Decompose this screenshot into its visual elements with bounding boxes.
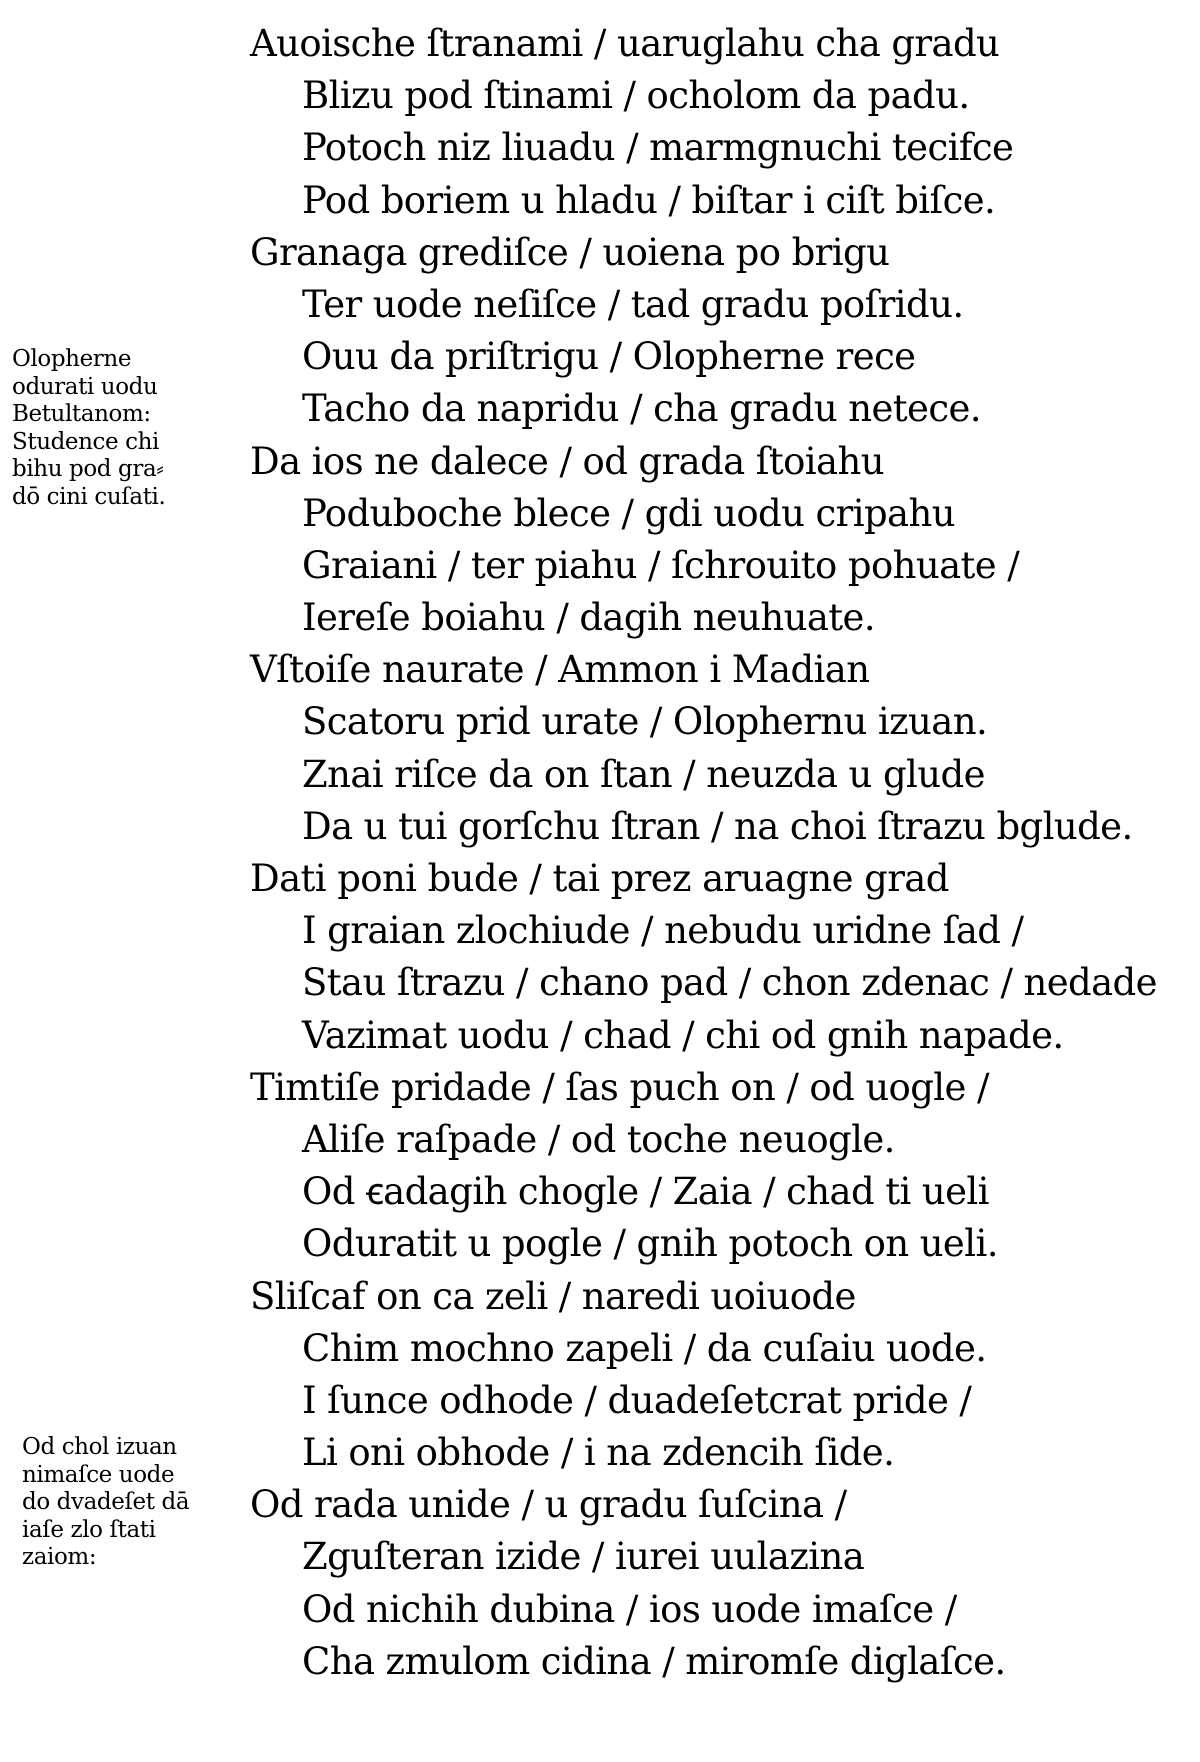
verse-line: Od rada unide / u gradu ſuſcina / [250,1483,847,1527]
margin-note-izuan [22,1434,189,1572]
verse-line: Sliſcaf on ca zeli / naredi uoiuode [250,1274,856,1318]
verse-line: Pod boriem u hladu / biſtar i ciſt biſce. [302,178,996,222]
verse-line: I graian zlochiude / nebudu uridne ſad / [302,909,1024,953]
verse-line: Graiani / ter piahu / ſchrouito pohuate / [302,543,1020,587]
verse-line: Auoische ſtranami / uaruglahu cha gradu [250,22,1000,65]
verse-line: Stau ſtrazu / chano pad / chon zdenac / nedade [302,961,1157,1005]
verse-line: Granaga grediſce / uoiena po brigu [250,230,890,274]
verse-line: I ſunce odhode / duadeſetcrat pride / [302,1378,972,1422]
margin-note-line: nimaſce uode [22,1461,175,1488]
verse-line: Vſtoiſe naurate / Ammon i Madian [250,648,870,692]
margin-note-line: odurati uodu [12,373,158,400]
verse-line: Aliſe raſpade / od toche neuogle. [302,1117,895,1161]
verse-line: Poduboche blece / gdi uodu cripahu [302,491,955,535]
margin-note-line: Olopherne [12,346,132,372]
margin-note-line: bihu pod gra⸗ [12,456,164,482]
verse-line: Blizu pod ſtinami / ocholom da padu. [302,74,970,118]
verse-line: Znai riſce da on ſtan / neuzda u glude [302,752,985,796]
verse-line: Da ios ne dalece / od grada ſtoiahu [250,439,884,483]
verse-line: Li oni obhode / i na zdencih ſide. [302,1431,895,1475]
margin-note-line: do dvadeſet dā [22,1489,190,1515]
verse-line: Tacho da napridu / cha gradu netece. [302,387,981,431]
verse-line: Potoch niz liuadu / marmgnuchi tecifce [302,126,1014,170]
verse-line: Cha zmulom cidina / miromſe diglaſce. [302,1639,1006,1683]
verse-line: Timtiſe pridade / ſas puch on / od uogle / [250,1065,989,1109]
margin-note-line: iaſe zlo ſtati [22,1516,156,1543]
margin-note-line: zaiom: [22,1544,97,1570]
verse-line: Chim mochno zapeli / da cuſaiu uode. [302,1326,987,1370]
verse-line: Oduratit u pogle / gnih potoch on ueli. [302,1222,998,1266]
margin-note-line: dō cini cuſati. [12,483,166,510]
verse-line: Od ꞓadagih chogle / Zaia / chad ti ueli [302,1170,989,1214]
margin-note-line: Od chol izuan [22,1434,177,1460]
verse-line: Od nichih dubina / ios uode imaſce / [302,1587,957,1631]
verse-line: Dati poni bude / tai prez aruagne grad [250,857,949,900]
verse-line: Vazimat uodu / chad / chi od gnih napade. [302,1013,1064,1057]
margin-note-line: Studence chi [12,428,160,455]
verse-line: Zguſteran izide / iurei uulazina [302,1535,865,1579]
verse-line: Ter uode neſiſce / tad gradu poſridu. [302,282,964,326]
margin-note-olopherne [12,346,165,511]
margin-note-line: Betultanom: [12,401,151,427]
verse-line: Ouu da priſtrigu / Olopherne rece [302,335,916,379]
verse-line: Da u tui gorſchu ſtran / na choi ſtrazu bglude. [302,804,1133,848]
verse-line: Iereſe boiahu / dagih neuhuate. [302,596,876,640]
verse-line: Scatoru prid urate / Olophernu izuan. [302,700,988,744]
